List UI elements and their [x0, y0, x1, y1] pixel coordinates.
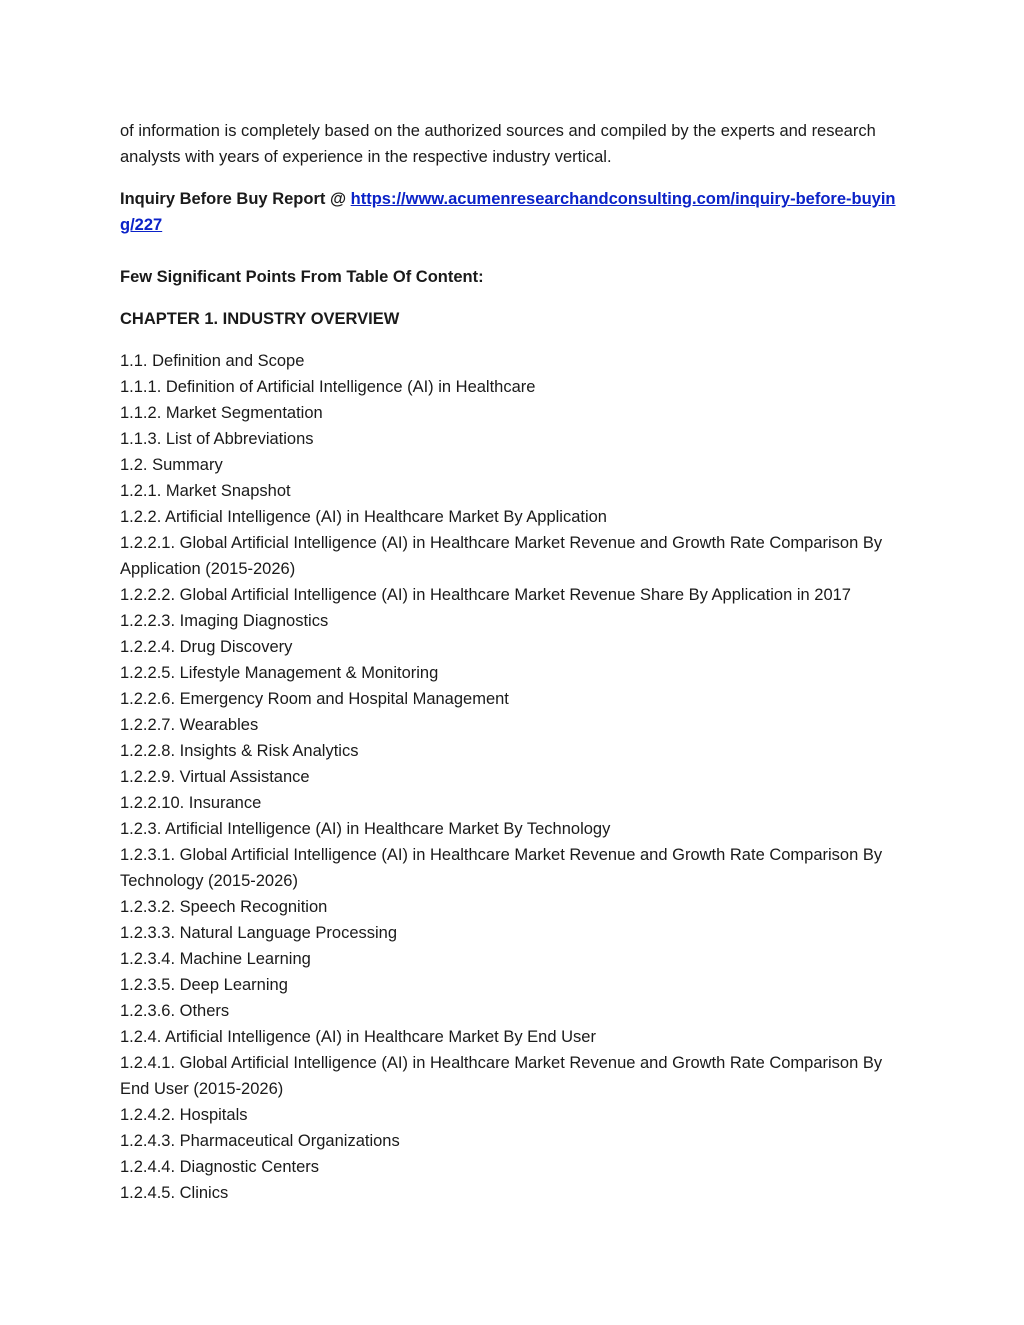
toc-item: 1.1.3. List of Abbreviations [120, 430, 314, 448]
toc-item: 1.2.3.2. Speech Recognition [120, 898, 328, 916]
toc-item: 1.2.4.1. Global Artificial Intelligence (AI) in Healthcare Market Revenue and Growth Rate Comparison By End User (2015-2026) [120, 1054, 883, 1098]
toc-item: 1.2.2.5. Lifestyle Management & Monitoring [120, 664, 439, 682]
document-page [120, 118, 910, 1206]
intro-paragraph: of information is completely based on the authorized sources and compiled by the experts and research analysts with years of experience in the respective industry vertical. [120, 122, 876, 166]
toc-list [120, 348, 910, 1206]
toc-item: 1.1. Definition and Scope [120, 352, 305, 370]
toc-item: 1.2.4.4. Diagnostic Centers [120, 1158, 320, 1176]
toc-item: 1.2.2.2. Global Artificial Intelligence (AI) in Healthcare Market Revenue Share By Application in 2017 [120, 586, 851, 604]
inquiry-line [120, 186, 910, 238]
toc-item: 1.2.1. Market Snapshot [120, 482, 291, 500]
toc-item: 1.2.3.6. Others [120, 1002, 230, 1020]
toc-item: 1.1.2. Market Segmentation [120, 404, 323, 422]
toc-item: 1.1.1. Definition of Artificial Intelligence (AI) in Healthcare [120, 378, 536, 396]
toc-item: 1.2.3.1. Global Artificial Intelligence (AI) in Healthcare Market Revenue and Growth Rate Comparison By Technology (2015-2026) [120, 846, 883, 890]
toc-item: 1.2.4.2. Hospitals [120, 1106, 248, 1124]
toc-item: 1.2.2.1. Global Artificial Intelligence (AI) in Healthcare Market Revenue and Growth Rate Comparison By Application (2015-2026) [120, 534, 883, 578]
toc-item: 1.2. Summary [120, 456, 223, 474]
toc-item: 1.2.3. Artificial Intelligence (AI) in Healthcare Market By Technology [120, 820, 611, 838]
toc-item: 1.2.4.5. Clinics [120, 1184, 229, 1202]
toc-item: 1.2.4. Artificial Intelligence (AI) in Healthcare Market By End User [120, 1028, 596, 1046]
toc-item: 1.2.2.6. Emergency Room and Hospital Management [120, 690, 509, 708]
inquiry-label: Inquiry Before Buy Report @ [120, 190, 351, 208]
toc-intro-heading: Few Significant Points From Table Of Content: [120, 268, 484, 286]
toc-item: 1.2.3.3. Natural Language Processing [120, 924, 398, 942]
toc-item: 1.2.2.3. Imaging Diagnostics [120, 612, 329, 630]
toc-item: 1.2.2.4. Drug Discovery [120, 638, 293, 656]
chapter-title: CHAPTER 1. INDUSTRY OVERVIEW [120, 310, 400, 328]
toc-item: 1.2.2. Artificial Intelligence (AI) in Healthcare Market By Application [120, 508, 607, 526]
toc-item: 1.2.3.4. Machine Learning [120, 950, 311, 968]
toc-item: 1.2.3.5. Deep Learning [120, 976, 288, 994]
toc-item: 1.2.2.7. Wearables [120, 716, 259, 734]
toc-item: 1.2.2.10. Insurance [120, 794, 262, 812]
toc-item: 1.2.4.3. Pharmaceutical Organizations [120, 1132, 400, 1150]
toc-item: 1.2.2.8. Insights & Risk Analytics [120, 742, 359, 760]
inquiry-link[interactable]: https://www.acumenresearchandconsulting.com/inquiry-before-buying/227 [120, 190, 896, 234]
toc-item: 1.2.2.9. Virtual Assistance [120, 768, 310, 786]
